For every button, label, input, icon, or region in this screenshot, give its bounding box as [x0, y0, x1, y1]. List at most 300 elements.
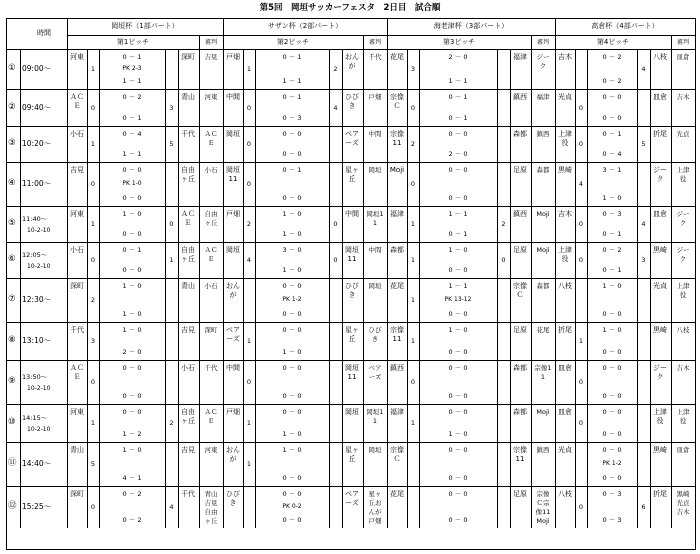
team-away: 八枝 [653, 53, 667, 61]
half-score-first: 0 － 0 [602, 408, 622, 416]
half-score-second: 0 － 0 [282, 150, 302, 158]
team-away: 吉見 [181, 446, 195, 454]
score-home: 0 [410, 103, 416, 112]
half-score-second: 1 － 0 [282, 230, 302, 238]
half-score-second: 0 － 0 [602, 348, 622, 356]
half-score-second: 0 － 0 [282, 392, 302, 400]
team-home: 鎮西 [390, 364, 404, 372]
team-away: 青山 [181, 282, 195, 290]
referee-team: 岡垣 [368, 446, 382, 454]
half-score-first: 0 － 3 [602, 490, 622, 498]
score-b-line [497, 360, 498, 404]
referee-team: 上津役 [676, 166, 690, 183]
score-b-line [637, 360, 638, 404]
team-home: 折尾 [558, 326, 572, 334]
referee-team: 青山吉見自由ヶ丘 [204, 490, 218, 525]
match-number: ⑧ [8, 335, 16, 345]
team-away: 足原 [513, 166, 527, 174]
cup-divider [387, 19, 388, 528]
penalty-shootout: PK 1-2 [602, 460, 622, 467]
ref-header: 審判 [204, 39, 217, 46]
score-away: 5 [169, 140, 174, 148]
half-score-second: 0 － 0 [122, 392, 142, 400]
team-away: 岡垣11 [345, 364, 359, 381]
half-score-first: 0 － 0 [448, 130, 468, 138]
no-col-line [20, 49, 21, 528]
half-score-second: 0 － 0 [448, 474, 468, 482]
referee-team: 吉木 [676, 364, 690, 372]
match-time: 12:05～ [22, 251, 48, 259]
half-score-second: 0 － 2 [122, 516, 142, 524]
team-away: 皿倉 [653, 210, 667, 218]
team-home: 福津 [390, 408, 404, 416]
half-score-first: 0 － 0 [602, 93, 622, 101]
half-score-first: 0 － 2 [122, 93, 142, 101]
team-home: Moji [389, 166, 405, 174]
row-divider [7, 442, 695, 443]
team-home: 上津役 [558, 246, 572, 263]
half-score-second: 0 － 0 [602, 430, 622, 438]
half-score-second: 0 － 0 [602, 310, 622, 318]
score-away: 0 [333, 256, 338, 264]
team-a-line [243, 278, 244, 322]
score-b-line [637, 442, 638, 486]
team-away: 自由ヶ丘 [181, 408, 195, 425]
team-home: 戸畑 [226, 408, 240, 416]
team-away: 宗像Ｃ [513, 282, 527, 299]
score-home: 0 [90, 378, 96, 386]
referee-team: 千代 [368, 53, 382, 61]
referee-team: ＡＣＥ [204, 408, 218, 425]
score-home: 0 [578, 256, 584, 264]
team-away: 森都 [513, 364, 527, 372]
time-header: 時間 [37, 29, 51, 37]
score-b-line [637, 322, 638, 360]
match-time: 14:40～ [22, 459, 52, 468]
half-score-second: 4 － 1 [122, 474, 142, 482]
match-number: ① [8, 63, 16, 73]
time-format: 10-2-10 [27, 426, 51, 433]
team-a-line [407, 486, 408, 528]
half-score-first: 0 － 0 [448, 490, 468, 498]
score-home: 1 [90, 65, 96, 73]
half-score-first: 0 － 0 [602, 446, 622, 454]
row-divider [7, 206, 695, 207]
score-b-line [329, 322, 330, 360]
score-home: 0 [578, 220, 584, 228]
score-b-line [329, 126, 330, 162]
score-home: 5 [90, 460, 96, 468]
team-home: 宗像11 [390, 130, 404, 147]
score-away: 4 [333, 103, 338, 112]
penalty-shootout: PK 1-2 [282, 296, 302, 303]
score-home: 0 [246, 378, 252, 386]
team-away: 自由ヶ丘 [181, 166, 195, 183]
team-away: 鎮西 [513, 210, 527, 218]
page-title: 第5回 岡垣サッカーフェスタ 2日目 試合順 [259, 3, 441, 13]
cup-divider [555, 19, 556, 528]
team-away: 足原 [513, 326, 527, 334]
team-home: 福津 [390, 210, 404, 218]
score-away: 2 [333, 65, 338, 73]
cup-name: 海老津杯（3部パート） [433, 22, 509, 30]
referee-team: 上津役 [676, 408, 690, 425]
team-away: 星ヶ丘 [345, 326, 359, 343]
team-home: 深町 [70, 282, 84, 290]
score-away: 3 [641, 256, 646, 264]
referee-team: 星ヶ丘おんが戸畑 [368, 490, 382, 525]
ref-header: 審判 [368, 39, 381, 46]
team-away: 森都 [513, 130, 527, 138]
score-b-line [329, 486, 330, 528]
half-score-first: 1 － 0 [602, 326, 622, 334]
half-score-first: 0 － 0 [448, 166, 468, 174]
team-home: 八枝 [558, 282, 572, 290]
team-away: 宗像11 [513, 446, 527, 463]
team-away: 森都 [513, 408, 527, 416]
score-home: 3 [410, 65, 416, 73]
pitch-label: 第1ピッチ [116, 38, 150, 46]
half-score-first: 1 － 0 [448, 246, 468, 254]
team-away: ベアーズ [345, 490, 359, 507]
referee-team: 光貞 [676, 130, 690, 138]
pitch-label: 第3ピッチ [442, 38, 476, 46]
team-away: ジーク [653, 364, 667, 381]
team-away: 皿倉 [653, 93, 667, 101]
team-home: 黒崎 [558, 166, 572, 174]
cup-name: サザン杯（2部パート） [267, 22, 343, 30]
score-home: 0 [578, 503, 584, 511]
referee-team: 深町 [204, 326, 218, 334]
referee-team: 小石 [204, 166, 218, 174]
team-home: 花尾 [390, 490, 404, 498]
referee-team: ジーク [536, 53, 550, 70]
row-divider [7, 162, 695, 163]
team-home: ベアーズ [226, 326, 240, 343]
half-score-first: 1 － 0 [122, 282, 142, 290]
team-away: 千代 [181, 490, 195, 498]
score-home: 1 [246, 460, 252, 468]
referee-team: 岡垣 [368, 282, 382, 290]
team-home: 小石 [70, 246, 84, 254]
score-away: 2 [169, 419, 174, 427]
half-score-second: 0 － 0 [602, 392, 622, 400]
half-score-first: 0 － 4 [122, 130, 142, 138]
half-score-first: 0 － 2 [122, 490, 142, 498]
cup-name: 高倉杯（4部パート） [591, 22, 659, 30]
referee-team: 小石 [204, 282, 218, 290]
score-away: 2 [501, 220, 506, 228]
referee-team: ＡＣＥ [204, 246, 218, 263]
team-home: 宗像Ｃ [390, 93, 404, 110]
score-home: 1 [578, 337, 584, 345]
referee-team: 宗像11 [534, 364, 552, 381]
half-score-second: 0 － 0 [282, 516, 302, 524]
half-score-second: 1 － 1 [122, 150, 142, 158]
half-score-first: 3 － 0 [282, 246, 302, 254]
half-score-second: 1 － 0 [282, 430, 302, 438]
referee-team: 岡垣11 [366, 210, 384, 227]
score-home: 0 [90, 256, 96, 264]
team-home: 森都 [390, 246, 404, 254]
score-home: 0 [90, 503, 96, 511]
half-score-first: 1 － 1 [448, 282, 468, 290]
half-score-first: 1 － 0 [282, 210, 302, 218]
half-score-second: 0 － 0 [448, 310, 468, 318]
ref-header: 審判 [536, 39, 549, 46]
score-away: 5 [641, 140, 646, 148]
match-number: ⑪ [8, 458, 17, 468]
half-score-second: 1 － 0 [122, 310, 142, 318]
team-a-line [575, 442, 576, 486]
team-away: 鎮西 [513, 93, 527, 101]
team-home: 光貞 [558, 93, 572, 101]
row-divider [7, 242, 695, 243]
score-b-line [329, 162, 330, 206]
penalty-shootout: PK 2-3 [122, 65, 142, 72]
ref-header: 審判 [676, 39, 689, 46]
match-number: ⑥ [8, 254, 16, 264]
referee-team: 吉見 [204, 53, 218, 61]
team-home: 河東 [70, 210, 84, 218]
score-b-line [329, 442, 330, 486]
score-away: 0 [333, 220, 338, 228]
team-home: 岡垣11 [226, 166, 240, 183]
half-score-first: 1 － 0 [448, 326, 468, 334]
team-away: 折尾 [653, 130, 667, 138]
team-away: 岡垣11 [345, 246, 359, 263]
score-home: 3 [90, 337, 96, 345]
referee-team: ベアーズ [368, 364, 382, 381]
score-b-line [637, 89, 638, 126]
half-score-second: 0 － 3 [282, 114, 302, 122]
penalty-shootout: PK 13-12 [444, 296, 472, 303]
team-home: 八枝 [558, 490, 572, 498]
referee-team: 八枝 [676, 326, 690, 334]
cup-divider [223, 19, 224, 528]
score-away: 0 [501, 256, 506, 264]
match-number: ⑨ [8, 376, 16, 386]
team-home: 宗像11 [390, 326, 404, 343]
referee-team: 上津役 [676, 282, 690, 299]
match-number: ② [8, 101, 16, 112]
team-away: 黒崎 [653, 446, 667, 454]
score-home: 0 [578, 103, 584, 112]
match-time: 10:20～ [22, 139, 52, 148]
score-b-line [497, 49, 498, 89]
half-score-first: 0 － 1 [282, 93, 302, 101]
half-score-first: 0 － 0 [448, 446, 468, 454]
match-time: 09:00～ [22, 64, 52, 73]
half-score-first: 0 － 1 [602, 130, 622, 138]
team-home: 河東 [70, 53, 84, 61]
match-time: 12:30～ [22, 295, 52, 304]
match-number: ⑤ [8, 218, 16, 228]
score-away: 6 [641, 503, 646, 511]
half-score-second: 0 － 0 [282, 310, 302, 318]
score-home: 1 [410, 337, 416, 345]
referee-team: 河東 [204, 446, 218, 454]
team-away: 星ヶ丘 [345, 166, 359, 183]
team-home: 小石 [70, 130, 84, 138]
half-score-second: 0 － 4 [602, 150, 622, 158]
team-home: 青山 [70, 446, 84, 454]
score-away: 3 [169, 103, 174, 112]
referee-team: 岡垣11 [366, 408, 384, 425]
header-line-2 [7, 49, 695, 50]
half-score-second: 1 － 0 [282, 266, 302, 274]
row-divider [7, 126, 695, 127]
cup-name: 岡垣杯（1部パート） [111, 22, 179, 30]
match-time: 13:50～ [22, 373, 48, 381]
score-home: 0 [578, 419, 584, 427]
row-divider [7, 322, 695, 323]
referee-team: 中間 [368, 130, 382, 138]
referee-team: Moji [536, 246, 550, 254]
score-home: 0 [246, 103, 252, 112]
team-home: 中間 [226, 93, 240, 101]
row-divider [7, 360, 695, 361]
match-time: 13:10～ [22, 336, 52, 345]
half-score-second: 2 － 0 [448, 150, 468, 158]
referee-team: 花尾 [536, 326, 550, 334]
team-home: 中間 [226, 364, 240, 372]
referee-team: 河東 [204, 93, 218, 101]
match-number: ⑩ [8, 417, 16, 427]
referee-team: ＡＣＥ [204, 130, 218, 147]
team-away: 上津役 [653, 408, 667, 425]
time-format: 10-2-10 [27, 263, 51, 270]
half-score-second: 1 － 0 [602, 194, 622, 202]
team-home: ＡＣＥ [70, 364, 84, 381]
half-score-second: 0 － 0 [448, 392, 468, 400]
time-col-line [67, 19, 68, 528]
half-score-second: 0 － 0 [602, 474, 622, 482]
score-home: 2 [410, 140, 416, 148]
team-home: 河東 [70, 408, 84, 416]
half-score-second: 0 － 0 [602, 114, 622, 122]
team-away: 深町 [181, 53, 195, 61]
team-home: 皿倉 [558, 408, 572, 416]
team-away: 光貞 [653, 282, 667, 290]
team-away: 千代 [181, 130, 195, 138]
time-format: 10-2-10 [27, 385, 51, 392]
score-b-line [637, 404, 638, 442]
score-b-line [497, 126, 498, 162]
half-score-second: 0 － 1 [602, 266, 622, 274]
half-score-first: 3 － 1 [602, 166, 622, 174]
half-score-second: 0 － 1 [602, 230, 622, 238]
score-b-line [497, 486, 498, 528]
team-away: 自由ヶ丘 [181, 246, 195, 263]
half-score-second: 1 － 0 [282, 348, 302, 356]
half-score-first: 1 － 0 [122, 446, 142, 454]
half-score-first: 0 － 0 [282, 364, 302, 372]
pitch-label: 第2ピッチ [276, 38, 310, 46]
score-home: 0 [578, 378, 584, 386]
ref-col-line [531, 35, 532, 528]
half-score-second: 0 － 0 [122, 266, 142, 274]
referee-team: 森都 [536, 166, 550, 174]
ref-col-line [671, 35, 672, 528]
half-score-first: 1 － 0 [602, 282, 622, 290]
referee-team: 中間 [368, 246, 382, 254]
half-score-second: 0 － 1 [448, 114, 468, 122]
score-home: 0 [90, 180, 96, 188]
score-home: 1 [90, 140, 96, 148]
referee-team: 岡垣 [368, 166, 382, 174]
ref-col-line [363, 35, 364, 528]
team-away: おんが [345, 53, 359, 70]
team-away: 黒崎 [653, 326, 667, 334]
half-score-second: 1 － 2 [122, 430, 142, 438]
half-score-second: 1 － 1 [282, 77, 302, 85]
team-a-line [407, 442, 408, 486]
referee-team: ジーク [676, 210, 690, 227]
score-b-line [165, 162, 166, 206]
team-away: 中間 [345, 210, 359, 218]
team-away: ひびき [345, 93, 359, 110]
score-b-line [165, 442, 166, 486]
team-home: ひびき [226, 490, 240, 507]
team-home: おんが [226, 282, 240, 299]
half-score-second: 1 － 0 [448, 430, 468, 438]
referee-team: 鎮西 [536, 130, 550, 138]
half-score-first: 0 － 0 [448, 408, 468, 416]
score-b-line [497, 442, 498, 486]
referee-team: 千代 [204, 364, 218, 372]
half-score-first: 2 － 0 [448, 53, 468, 61]
half-score-second: 0 － 0 [282, 194, 302, 202]
row-divider [7, 278, 695, 279]
half-score-first: 0 － 1 [122, 53, 142, 61]
row-divider [7, 89, 695, 90]
half-score-second: 0 － 1 [448, 230, 468, 238]
half-score-second: 0 － 0 [448, 348, 468, 356]
match-time: 14:15～ [22, 414, 48, 422]
half-score-first: 0 － 1 [282, 53, 302, 61]
half-score-first: 1 － 1 [448, 210, 468, 218]
score-home: 4 [578, 180, 584, 188]
referee-team: 戸畑 [368, 93, 382, 101]
referee-team: ジーク [676, 246, 690, 263]
pitch-label: 第4ピッチ [596, 38, 630, 46]
team-a-line [575, 49, 576, 89]
score-home: 0 [410, 378, 416, 386]
team-home: ＡＣＥ [70, 93, 84, 110]
match-number: ⑫ [8, 501, 17, 511]
score-away: 0 [169, 220, 174, 228]
team-a-line [575, 278, 576, 322]
half-score-first: 0 － 1 [282, 166, 302, 174]
half-score-second: 0 － 0 [282, 474, 302, 482]
score-home: 0 [246, 180, 252, 188]
half-score-first: 0 － 0 [122, 166, 142, 174]
score-home: 0 [90, 103, 96, 112]
half-score-second: 0 － 0 [448, 266, 468, 274]
score-home: 1 [246, 419, 252, 427]
half-score-first: 0 － 0 [282, 326, 302, 334]
match-number: ④ [8, 178, 16, 188]
team-away: 青山 [181, 93, 195, 101]
team-home: 皿倉 [558, 364, 572, 372]
team-home: 岡垣 [226, 130, 240, 138]
half-score-first: 0 － 0 [602, 364, 622, 372]
team-home: 吉木 [558, 53, 572, 61]
half-score-second: 0 － 0 [122, 194, 142, 202]
half-score-second: 1 － 1 [122, 77, 142, 85]
team-away: ひびき [345, 282, 359, 299]
